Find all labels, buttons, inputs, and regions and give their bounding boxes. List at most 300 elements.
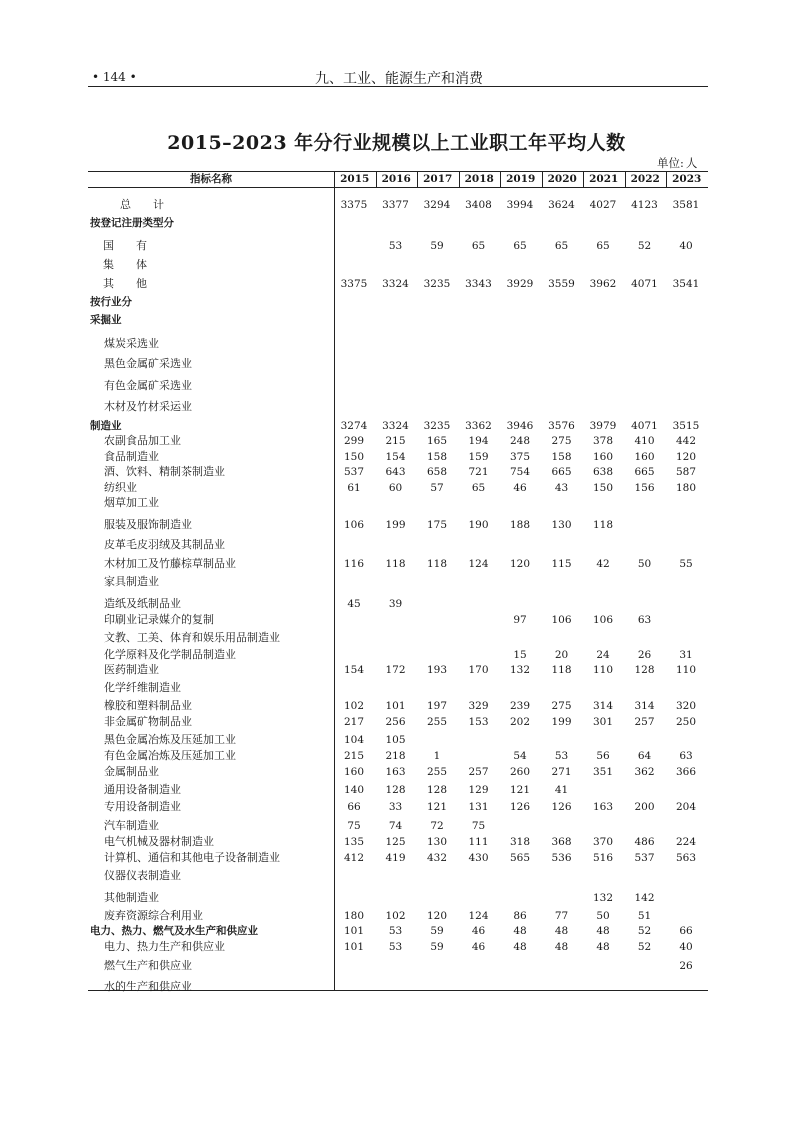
page-number: • 144 • [92, 70, 137, 84]
cell-value: 754 [509, 466, 531, 478]
cell-value: 3581 [672, 199, 700, 211]
cell-value: 150 [343, 451, 365, 463]
row-label: 黑色金属矿采选业 [104, 357, 192, 370]
cell-value: 3576 [548, 420, 575, 432]
cell-value: 160 [634, 451, 655, 463]
row-label: 木材及竹材采运业 [104, 400, 192, 413]
cell-value: 536 [551, 852, 572, 864]
cell-value: 250 [675, 716, 697, 728]
cell-value: 131 [468, 801, 489, 813]
cell-value: 53 [388, 240, 403, 252]
cell-value: 430 [468, 852, 489, 864]
cell-value: 4027 [589, 199, 617, 211]
column-header-year: 2022 [630, 173, 660, 185]
table-row [88, 481, 708, 495]
cell-value: 120 [426, 910, 448, 922]
table-row [88, 924, 708, 938]
cell-value: 120 [675, 451, 697, 463]
cell-value: 587 [675, 466, 697, 478]
cell-value: 118 [551, 664, 572, 676]
cell-value: 3324 [382, 420, 409, 432]
cell-value: 124 [468, 558, 489, 570]
column-header-year: 2016 [381, 173, 411, 185]
cell-value: 1 [433, 750, 441, 762]
row-label: 专用设备制造业 [104, 800, 181, 813]
section-label-mining: 采掘业 [90, 314, 122, 326]
cell-value: 75 [471, 820, 486, 832]
data-table [88, 171, 708, 991]
cell-value: 56 [596, 750, 610, 762]
cell-value: 55 [679, 558, 693, 570]
column-header-year: 2020 [547, 173, 577, 185]
cell-value: 52 [637, 941, 652, 953]
row-label: 橡胶和塑料制品业 [104, 699, 192, 712]
cell-value: 118 [426, 558, 448, 570]
cell-value: 26 [637, 649, 652, 661]
cell-value: 128 [385, 784, 406, 796]
cell-value: 66 [347, 801, 361, 813]
cell-value: 102 [343, 700, 365, 712]
cell-value: 110 [592, 664, 614, 676]
table-row [88, 295, 708, 309]
cell-value: 200 [634, 801, 655, 813]
cell-value: 106 [592, 614, 614, 626]
cell-value: 193 [426, 664, 448, 676]
cell-value: 106 [343, 519, 365, 531]
cell-value: 199 [551, 716, 572, 728]
cell-value: 275 [551, 435, 572, 447]
table-row [88, 869, 708, 883]
cell-value: 215 [385, 435, 406, 447]
cell-value: 197 [426, 700, 448, 712]
cell-value: 180 [343, 910, 365, 922]
cell-value: 142 [634, 892, 655, 904]
table-row [88, 575, 708, 589]
cell-value: 3946 [506, 420, 534, 432]
table-row [88, 400, 708, 414]
cell-value: 3979 [589, 420, 617, 432]
table-row [88, 337, 708, 351]
cell-value: 314 [592, 700, 614, 712]
table-row [88, 518, 708, 532]
table-title: 2015–2023 年分行业规模以上工业职工年平均人数 [167, 132, 626, 154]
cell-value: 154 [343, 664, 365, 676]
cell-value: 105 [385, 734, 406, 746]
table-row [88, 681, 708, 695]
cell-value: 4071 [631, 420, 658, 432]
column-header-year: 2018 [464, 173, 494, 185]
table-row [88, 663, 708, 677]
table-row [88, 216, 708, 230]
cell-value: 158 [551, 451, 572, 463]
cell-value: 101 [343, 941, 365, 953]
table-row [88, 783, 708, 797]
cell-value: 72 [430, 820, 444, 832]
row-label: 有色金属冶炼及压延加工业 [104, 749, 236, 762]
cell-value: 301 [592, 716, 614, 728]
cell-value: 160 [592, 451, 614, 463]
table-row [88, 749, 708, 763]
cell-value: 163 [385, 766, 406, 778]
cell-value: 41 [554, 784, 569, 796]
table-row [88, 648, 708, 662]
cell-value: 65 [513, 240, 527, 252]
cell-value: 160 [343, 766, 365, 778]
column-divider [625, 172, 626, 187]
cell-value: 165 [426, 435, 448, 447]
cell-value: 24 [596, 649, 610, 661]
row-label: 仪器仪表制造业 [104, 869, 181, 882]
cell-value: 97 [513, 614, 527, 626]
row-label: 废弃资源综合利用业 [104, 909, 203, 922]
cell-value: 3294 [423, 199, 451, 211]
cell-value: 75 [347, 820, 361, 832]
table-row [88, 198, 708, 212]
row-label: 烟草加工业 [104, 496, 159, 509]
cell-value: 154 [385, 451, 406, 463]
cell-value: 101 [385, 700, 406, 712]
column-divider [500, 172, 501, 187]
cell-value: 42 [596, 558, 610, 570]
cell-value: 3235 [423, 420, 451, 432]
cell-value: 658 [426, 466, 448, 478]
cell-value: 129 [468, 784, 489, 796]
table-row [88, 613, 708, 627]
row-label: 水的生产和供应业 [104, 980, 192, 993]
cell-value: 190 [468, 519, 489, 531]
cell-value: 563 [675, 852, 697, 864]
column-header-year: 2021 [589, 173, 619, 185]
table-row [88, 980, 708, 994]
row-label: 集 体 [103, 258, 147, 271]
cell-value: 3962 [589, 278, 617, 290]
cell-value: 217 [343, 716, 365, 728]
cell-value: 132 [509, 664, 531, 676]
cell-value: 218 [385, 750, 406, 762]
cell-value: 224 [675, 836, 697, 848]
cell-value: 4123 [631, 199, 658, 211]
row-label: 食品制造业 [104, 450, 159, 463]
cell-value: 378 [592, 435, 614, 447]
header-rule [88, 86, 708, 87]
cell-value: 64 [637, 750, 652, 762]
cell-value: 721 [468, 466, 489, 478]
cell-value: 124 [468, 910, 489, 922]
cell-value: 53 [388, 941, 403, 953]
cell-value: 106 [551, 614, 572, 626]
cell-value: 537 [634, 852, 655, 864]
section-label-industry: 按行业分 [90, 296, 132, 308]
unit-label: 单位: [657, 156, 684, 170]
cell-value: 40 [679, 240, 693, 252]
cell-value: 66 [679, 925, 693, 937]
table-row [88, 909, 708, 923]
cell-value: 130 [426, 836, 448, 848]
cell-value: 135 [343, 836, 365, 848]
column-divider [417, 172, 418, 187]
row-label: 家具制造业 [104, 575, 159, 588]
row-label: 化学纤维制造业 [104, 681, 181, 694]
row-label: 电气机械及器材制造业 [104, 835, 214, 848]
table-row [88, 835, 708, 849]
cell-value: 366 [675, 766, 697, 778]
row-label: 纺织业 [104, 481, 137, 494]
row-label: 黑色金属冶炼及压延加工业 [104, 733, 236, 746]
cell-value: 194 [468, 435, 489, 447]
cell-value: 20 [554, 649, 569, 661]
cell-value: 204 [675, 801, 697, 813]
cell-value: 86 [513, 910, 527, 922]
row-label: 燃气生产和供应业 [104, 959, 192, 972]
row-label: 文教、工美、体育和娱乐用品制造业 [104, 631, 280, 644]
cell-value: 116 [343, 558, 365, 570]
row-label: 造纸及纸制品业 [104, 597, 181, 610]
cell-value: 61 [347, 482, 361, 494]
table-row [88, 631, 708, 645]
table-row [88, 379, 708, 393]
column-divider [583, 172, 584, 187]
cell-value: 102 [385, 910, 406, 922]
cell-value: 111 [468, 836, 489, 848]
row-label: 医药制造业 [104, 663, 159, 676]
cell-value: 170 [468, 664, 489, 676]
row-label: 计算机、通信和其他电子设备制造业 [104, 851, 280, 864]
cell-value: 3343 [465, 278, 492, 290]
cell-value: 104 [343, 734, 365, 746]
cell-value: 48 [596, 925, 610, 937]
cell-value: 257 [634, 716, 655, 728]
row-label: 国 有 [103, 239, 147, 252]
column-divider [376, 172, 377, 187]
cell-value: 65 [596, 240, 610, 252]
cell-value: 516 [592, 852, 614, 864]
row-label: 农副食品加工业 [104, 434, 181, 447]
row-label: 印刷业记录媒介的复制 [104, 613, 214, 626]
cell-value: 46 [513, 482, 527, 494]
row-label: 通用设备制造业 [104, 783, 181, 796]
row-label: 电力、热力生产和供应业 [104, 940, 225, 953]
cell-value: 48 [513, 941, 527, 953]
cell-value: 26 [679, 960, 693, 972]
row-label-total: 总 计 [120, 198, 164, 211]
cell-value: 3624 [548, 199, 575, 211]
cell-value: 4071 [631, 278, 658, 290]
table-row [88, 940, 708, 954]
cell-value: 59 [430, 941, 444, 953]
cell-value: 239 [509, 700, 531, 712]
section-label-manufacturing: 制造业 [90, 420, 122, 432]
cell-value: 63 [679, 750, 693, 762]
cell-value: 375 [509, 451, 531, 463]
cell-value: 180 [675, 482, 697, 494]
cell-value: 33 [388, 801, 403, 813]
table-row [88, 765, 708, 779]
cell-value: 52 [637, 240, 652, 252]
cell-value: 110 [675, 664, 697, 676]
cell-value: 43 [554, 482, 569, 494]
cell-value: 140 [343, 784, 365, 796]
cell-value: 188 [509, 519, 531, 531]
cell-value: 362 [634, 766, 655, 778]
cell-value: 118 [592, 519, 614, 531]
cell-value: 215 [343, 750, 365, 762]
row-label: 其他制造业 [104, 891, 159, 904]
cell-value: 53 [554, 750, 569, 762]
table-row [88, 313, 708, 327]
cell-value: 3515 [672, 420, 700, 432]
cell-value: 15 [513, 649, 527, 661]
column-header-year: 2019 [506, 173, 536, 185]
cell-value: 31 [679, 649, 693, 661]
cell-value: 565 [509, 852, 531, 864]
section-label-utilities: 电力、热力、燃气及水生产和供应业 [90, 925, 258, 937]
cell-value: 48 [596, 941, 610, 953]
column-header-name: 指标名称 [190, 173, 232, 185]
cell-value: 54 [513, 750, 527, 762]
cell-value: 46 [471, 925, 486, 937]
cell-value: 125 [385, 836, 406, 848]
cell-value: 3375 [340, 278, 368, 290]
cell-value: 412 [343, 852, 365, 864]
table-row [88, 851, 708, 865]
table-row [88, 800, 708, 814]
cell-value: 3408 [465, 199, 492, 211]
cell-value: 351 [592, 766, 614, 778]
cell-value: 368 [551, 836, 572, 848]
row-label: 金属制品业 [104, 765, 159, 778]
table-row [88, 277, 708, 291]
cell-value: 638 [592, 466, 614, 478]
row-label: 皮革毛皮羽绒及其制品业 [104, 538, 225, 551]
row-label: 其 他 [103, 277, 147, 290]
cell-value: 537 [343, 466, 365, 478]
column-header-year: 2015 [340, 173, 370, 185]
row-label: 酒、饮料、精制茶制造业 [104, 465, 225, 478]
section-label-registration: 按登记注册类型分 [90, 217, 174, 229]
cell-value: 271 [551, 766, 572, 778]
table-header [88, 172, 708, 188]
row-label: 汽车制造业 [104, 819, 159, 832]
cell-value: 53 [388, 925, 403, 937]
cell-value: 77 [554, 910, 569, 922]
row-label: 木材加工及竹藤棕草制品业 [104, 557, 236, 570]
cell-value: 57 [430, 482, 444, 494]
column-header-year: 2023 [672, 173, 702, 185]
row-label: 化学原料及化学制品制造业 [104, 648, 236, 661]
cell-value: 74 [388, 820, 403, 832]
cell-value: 65 [471, 240, 486, 252]
cell-value: 118 [385, 558, 406, 570]
cell-value: 65 [471, 482, 486, 494]
table-row [88, 434, 708, 448]
cell-value: 486 [634, 836, 655, 848]
cell-value: 163 [592, 801, 614, 813]
cell-value: 159 [468, 451, 489, 463]
column-header-year: 2017 [423, 173, 453, 185]
cell-value: 370 [592, 836, 614, 848]
table-row [88, 557, 708, 571]
cell-value: 3375 [340, 199, 368, 211]
cell-value: 3377 [382, 199, 409, 211]
table-row [88, 538, 708, 552]
cell-value: 132 [592, 892, 614, 904]
cell-value: 63 [637, 614, 652, 626]
column-divider [542, 172, 543, 187]
cell-value: 275 [551, 700, 572, 712]
cell-value: 60 [388, 482, 403, 494]
table-row [88, 239, 708, 253]
cell-value: 59 [430, 925, 444, 937]
table-row [88, 419, 708, 433]
unit-note [657, 155, 697, 171]
table-row [88, 357, 708, 371]
cell-value: 248 [509, 435, 531, 447]
cell-value: 126 [551, 801, 572, 813]
cell-value: 255 [426, 716, 448, 728]
cell-value: 3994 [506, 199, 534, 211]
cell-value: 45 [347, 598, 361, 610]
cell-value: 153 [468, 716, 489, 728]
cell-value: 3559 [548, 278, 575, 290]
cell-value: 156 [634, 482, 655, 494]
table-row [88, 258, 708, 272]
cell-value: 101 [343, 925, 365, 937]
cell-value: 260 [509, 766, 531, 778]
cell-value: 410 [634, 435, 655, 447]
cell-value: 50 [596, 910, 610, 922]
cell-value: 121 [426, 801, 448, 813]
cell-value: 432 [426, 852, 448, 864]
cell-value: 257 [468, 766, 489, 778]
table-row [88, 496, 708, 510]
chapter-title: 九、工业、能源生产和消费 [315, 71, 483, 87]
cell-value: 48 [554, 925, 569, 937]
cell-value: 46 [471, 941, 486, 953]
column-divider [666, 172, 667, 187]
cell-value: 48 [513, 925, 527, 937]
cell-value: 128 [426, 784, 448, 796]
cell-value: 3362 [465, 420, 492, 432]
cell-value: 39 [388, 598, 403, 610]
table-row [88, 733, 708, 747]
table-row [88, 450, 708, 464]
unit-value: 人 [685, 156, 698, 170]
cell-value: 128 [634, 664, 655, 676]
cell-value: 665 [634, 466, 655, 478]
cell-value: 419 [385, 852, 406, 864]
cell-value: 199 [385, 519, 406, 531]
cell-value: 255 [426, 766, 448, 778]
cell-value: 3929 [506, 278, 534, 290]
cell-value: 256 [385, 716, 406, 728]
table-row [88, 819, 708, 833]
table-row [88, 465, 708, 479]
table-row [88, 715, 708, 729]
cell-value: 3235 [423, 278, 451, 290]
cell-value: 158 [426, 451, 448, 463]
cell-value: 172 [385, 664, 406, 676]
cell-value: 120 [509, 558, 531, 570]
table-row [88, 891, 708, 905]
cell-value: 121 [509, 784, 531, 796]
cell-value: 299 [343, 435, 365, 447]
cell-value: 59 [430, 240, 444, 252]
cell-value: 3541 [672, 278, 700, 290]
cell-value: 320 [675, 700, 697, 712]
table-row [88, 959, 708, 973]
cell-value: 3324 [382, 278, 409, 290]
cell-value: 329 [468, 700, 489, 712]
